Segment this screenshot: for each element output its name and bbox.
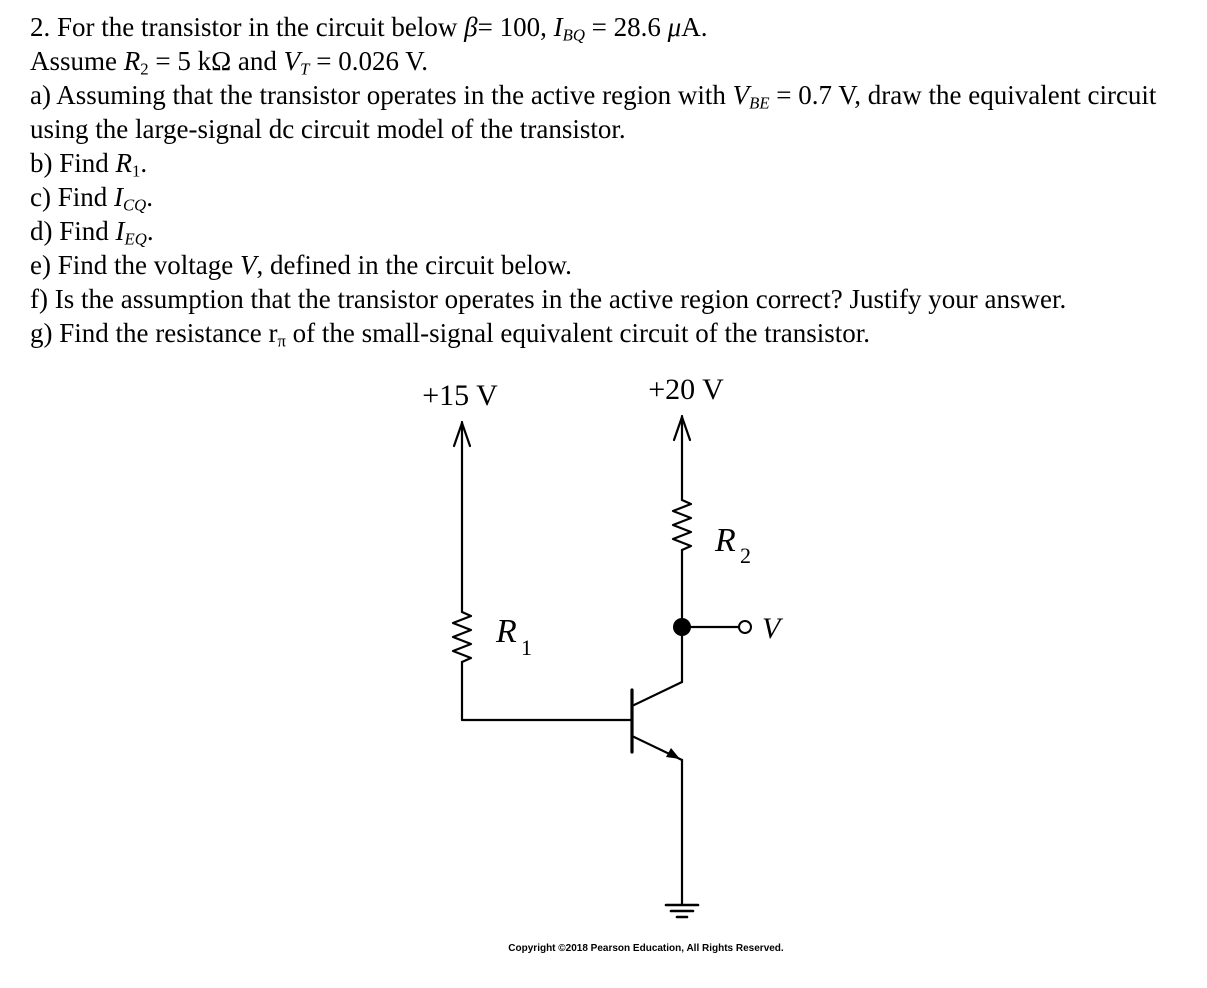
supply-left-label: +15 V	[422, 379, 498, 412]
part-d-symbol: I	[115, 216, 125, 246]
part-c-text: c) Find	[30, 182, 114, 212]
part-b-text: b) Find	[30, 148, 116, 178]
r1-label: R	[496, 613, 517, 650]
part-a-text: a) Assuming that the transistor operates in the active region with	[30, 80, 733, 110]
r2-symbol: R	[123, 46, 141, 76]
vbe-subscript: BE	[749, 93, 770, 113]
supply-right-label: +20 V	[648, 373, 724, 406]
ibq-subscript: BQ	[562, 25, 585, 45]
part-d-subscript: EQ	[124, 229, 147, 249]
mu-symbol: μ	[667, 12, 682, 42]
given-intro: 2. For the transistor in the circuit below	[30, 12, 465, 42]
part-b-end: .	[140, 148, 148, 178]
part-c-symbol: I	[114, 182, 123, 212]
part-d-text: d) Find	[30, 216, 116, 246]
collector-junction-dot	[673, 618, 691, 636]
npn-transistor-symbol	[632, 682, 682, 760]
base-wire	[462, 662, 632, 720]
part-e-symbol: V	[239, 250, 257, 280]
r1-subscript: 1	[521, 635, 532, 660]
ground-icon	[666, 905, 698, 917]
ibq-unit: A.	[681, 12, 708, 42]
part-c-end: .	[146, 182, 153, 212]
supply-left-arrow	[454, 422, 470, 612]
supply-right-arrow	[674, 416, 690, 500]
vt-symbol: V	[283, 46, 301, 76]
part-g-subscript: π	[277, 331, 286, 351]
vt-value: = 0.026 V.	[309, 46, 428, 76]
r2-subscript: 2	[140, 59, 149, 79]
vt-subscript: T	[300, 59, 310, 79]
part-e-text: e) Find the voltage	[30, 250, 240, 280]
part-c-subscript: CQ	[123, 195, 147, 215]
r2-label: R	[715, 522, 736, 559]
part-d-end: .	[146, 216, 154, 246]
r2-subscript: 2	[740, 543, 751, 568]
r2-value: = 5 kΩ and	[148, 46, 284, 76]
ibq-symbol: I	[553, 12, 563, 42]
part-b-subscript: 1	[132, 161, 141, 181]
output-terminal-icon	[739, 621, 751, 633]
ibq-value: = 28.6	[584, 12, 668, 42]
beta-value: = 100,	[477, 12, 554, 42]
emitter-arrow-icon	[666, 748, 680, 759]
part-e-end: , defined in the circuit below.	[256, 250, 572, 280]
r2-resistor-symbol	[673, 500, 691, 550]
part-b-symbol: R	[115, 148, 133, 178]
part-f-text: f) Is the assumption that the transistor operates in the active region correct? Justify your answer.	[30, 284, 1067, 314]
part-g-end: of the small-signal equivalent circuit of the transistor.	[285, 318, 870, 348]
assume-intro: Assume	[30, 46, 124, 76]
vbe-symbol: V	[732, 80, 750, 110]
copyright-notice: Copyright ©2018 Pearson Education, All Rights Reserved.	[508, 943, 784, 954]
r1-resistor-symbol	[453, 612, 471, 662]
part-g-text: g) Find the resistance r	[30, 318, 278, 348]
output-voltage-label: V	[762, 612, 781, 645]
part-a-rest: = 0.7 V, draw the equivalent circuit using the large-signal dc circuit model of the transistor.	[30, 80, 1157, 144]
beta-symbol: β	[464, 12, 478, 42]
